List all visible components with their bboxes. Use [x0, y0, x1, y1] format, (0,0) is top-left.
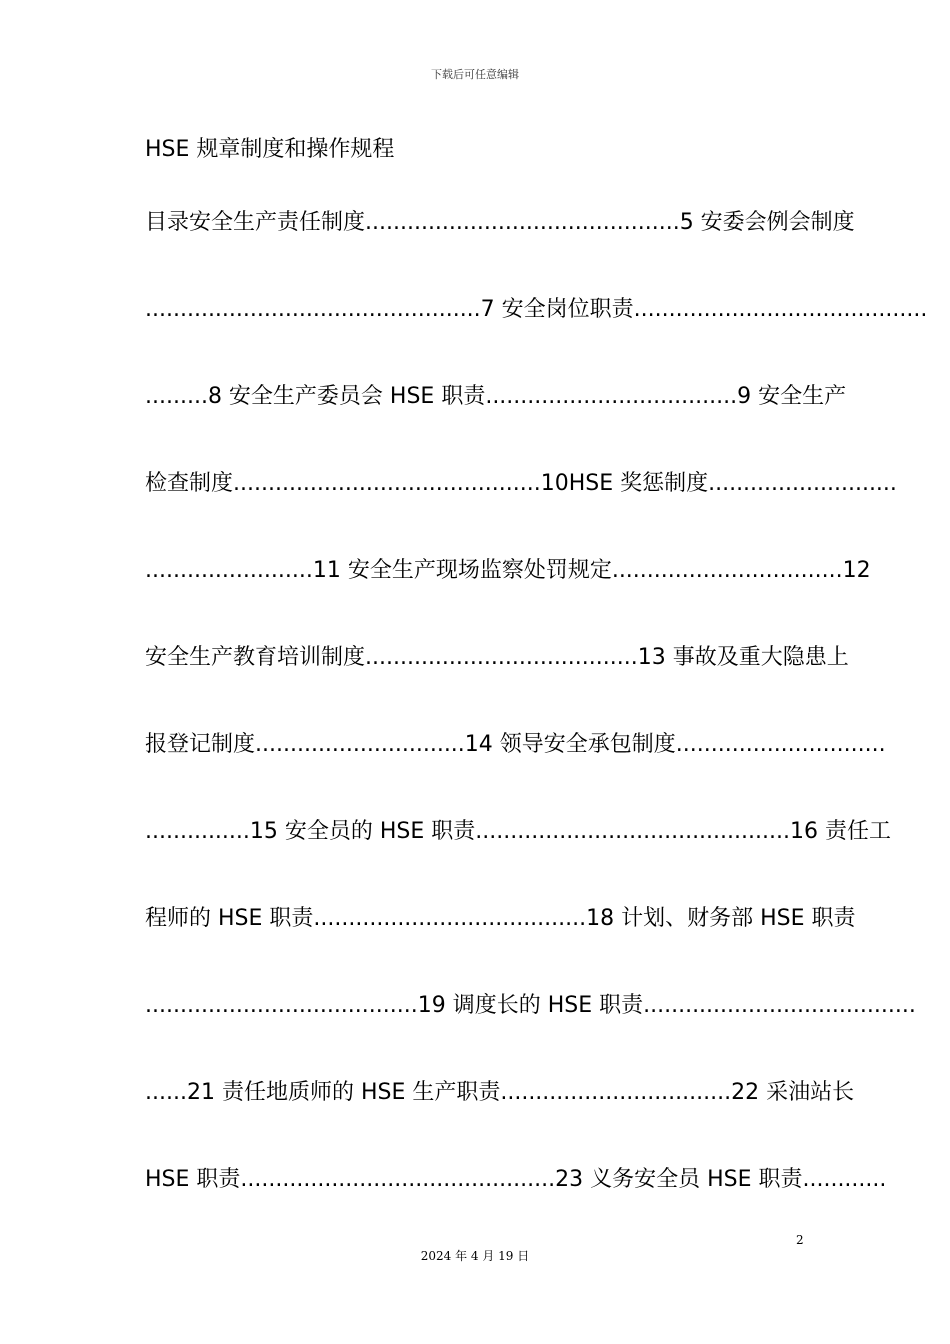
toc-line: 程师的 HSE 职责.......................................18 计划、财务部 HSE 职责	[145, 906, 856, 931]
toc-line: 报登记制度..............................14 领导安全承包制度..............................	[145, 732, 886, 757]
table-of-contents	[145, 208, 928, 1252]
document-title: HSE 规章制度和操作规程	[145, 137, 395, 162]
toc-line: .......................................19 调度长的 HSE 职责.......................................	[145, 993, 916, 1018]
toc-line: 安全生产教育培训制度.......................................13 事故及重大隐患上	[145, 645, 849, 670]
toc-line: 目录安全生产责任制度.............................................5 安委会例会制度	[145, 210, 855, 235]
toc-line: 检查制度............................................10HSE 奖惩制度...........................	[145, 471, 897, 496]
page-number: 2	[796, 1233, 804, 1247]
toc-line: .........8 安全生产委员会 HSE 职责....................................9 安全生产	[145, 384, 847, 409]
toc-line: HSE 职责.............................................23 义务安全员 HSE 职责............	[145, 1167, 887, 1192]
footer-date: 2024 年 4 月 19 日	[420, 1249, 530, 1263]
toc-line: ...............15 安全员的 HSE 职责.............................................16 责任工	[145, 819, 891, 844]
page-header: 下载后可任意编辑	[431, 68, 519, 81]
toc-line: ........................11 安全生产现场监察处罚规定.................................12	[145, 558, 871, 583]
toc-line: ................................................7 安全岗位职责..........................................	[145, 297, 928, 322]
toc-line: ......21 责任地质师的 HSE 生产职责.................................22 采油站长	[145, 1080, 855, 1105]
